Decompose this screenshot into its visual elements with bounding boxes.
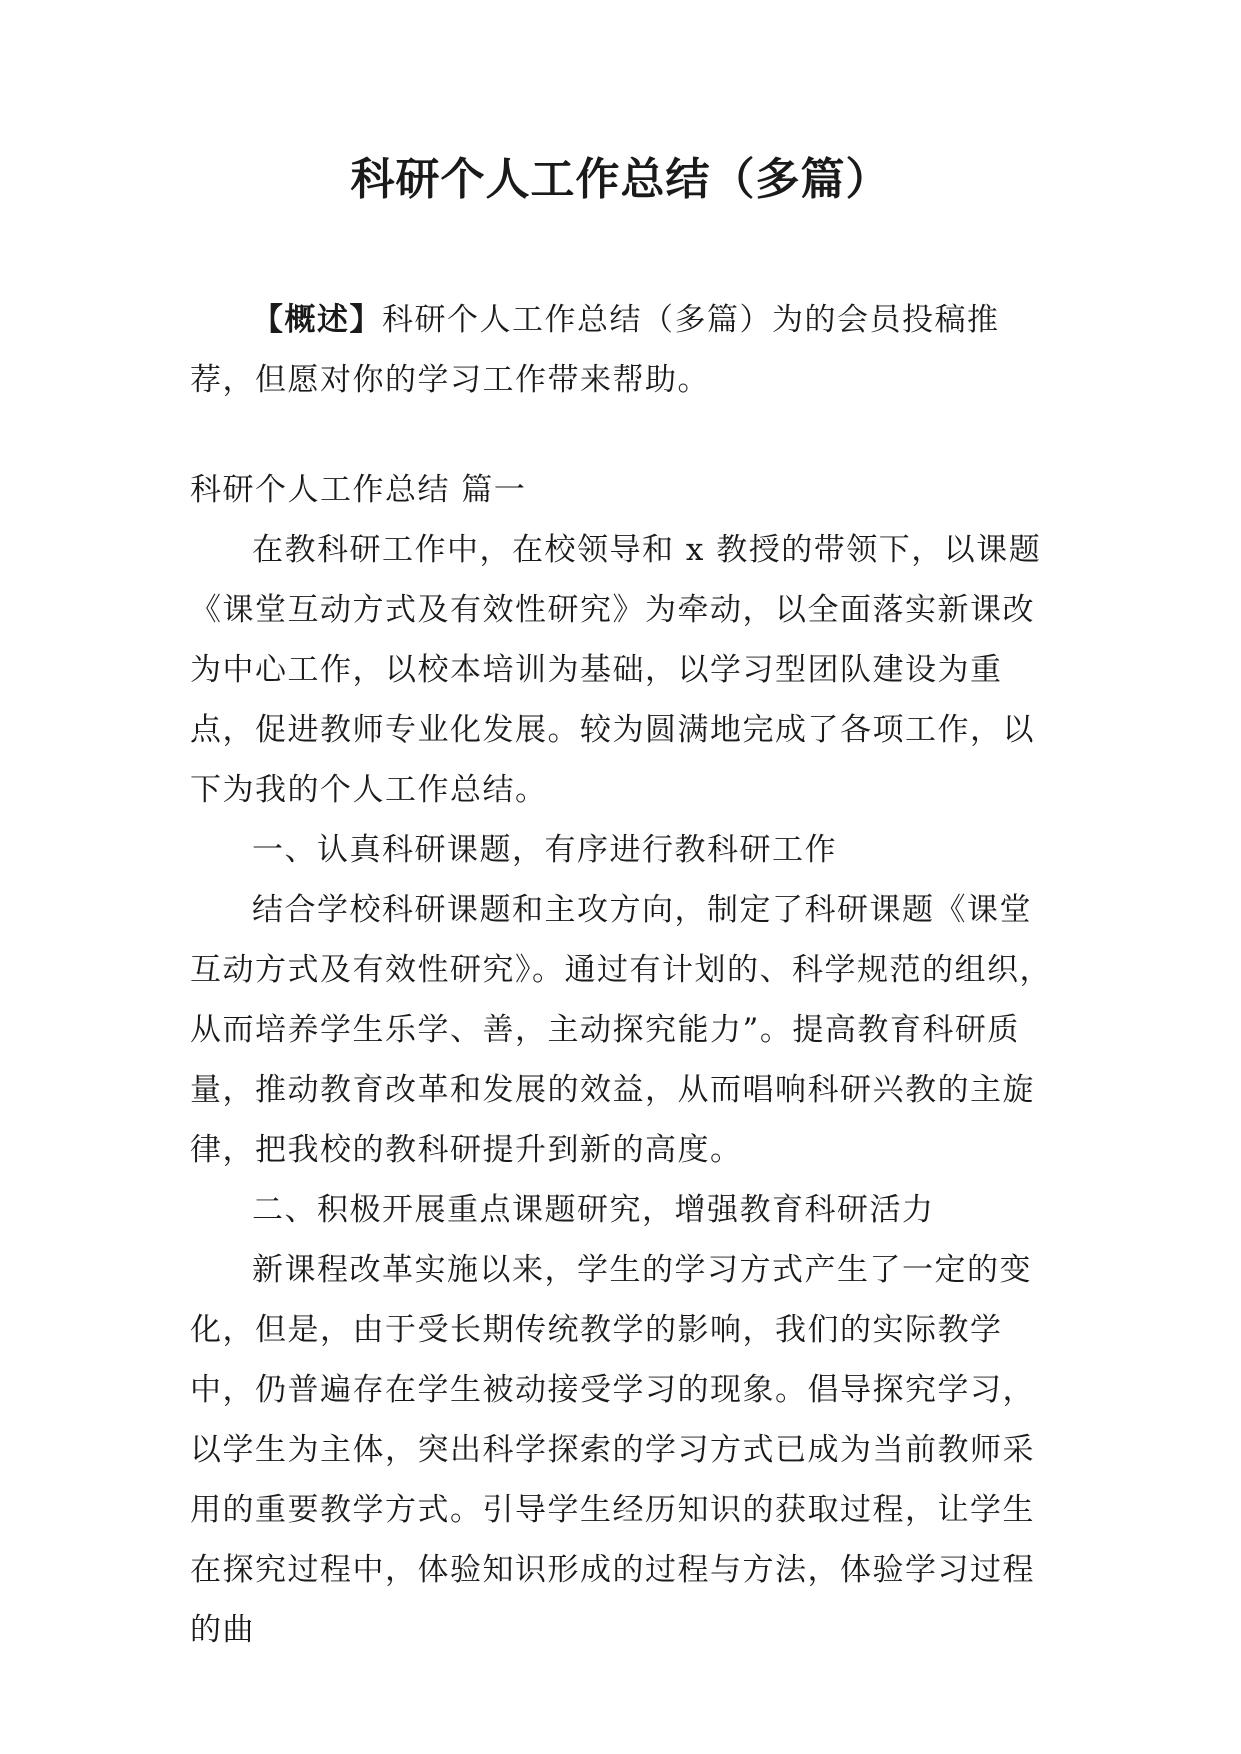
document-title: 科研个人工作总结（多篇） bbox=[350, 154, 891, 205]
article-body bbox=[190, 460, 1060, 1660]
body-paragraph-intro: 在教科研工作中，在校领导和 x 教授的带领下，以课题《课堂互动方式及有效性研究》为牵动，以全面落实新课改为中心工作，以校本培训为基础，以学习型团队建设为重点，促进教师专业化发展。较为圆满地完成了各项工作，以下为我的个人工作总结。 bbox=[190, 532, 1042, 808]
article-heading: 科研个人工作总结 篇一 bbox=[190, 472, 527, 508]
section-heading-one: 一、认真科研课题，有序进行教科研工作 bbox=[252, 832, 837, 868]
abstract-label: 【概述】 bbox=[252, 302, 382, 338]
abstract-paragraph bbox=[190, 290, 1060, 410]
body-paragraph-section-one: 结合学校科研课题和主攻方向，制定了科研课题《课堂互动方式及有效性研究》。通过有计划的、科学规范的组织，从而培养学生乐学、善，主动探究能力”。提高教育科研质量，推动教育改革和发展的效益，从而唱响科研兴教的主旋律，把我校的教科研提升到新的高度。 bbox=[190, 892, 1052, 1168]
section-heading-two: 二、积极开展重点课题研究，增强教育科研活力 bbox=[252, 1192, 935, 1228]
abstract-text: 科研个人工作总结（多篇）为的会员投稿推荐，但愿对你的学习工作带来帮助。 bbox=[190, 302, 1000, 398]
body-paragraph-section-two: 新课程改革实施以来，学生的学习方式产生了一定的变化，但是，由于受长期传统教学的影响，我们的实际教学中，仍普遍存在学生被动接受学习的现象。倡导探究学习，以学生为主体，突出科学探索的学习方式已成为当前教师采用的重要教学方式。引导学生经历知识的获取过程，让学生在探究过程中，体验知识形成的过程与方法，体验学习过程的曲 bbox=[190, 1252, 1035, 1648]
